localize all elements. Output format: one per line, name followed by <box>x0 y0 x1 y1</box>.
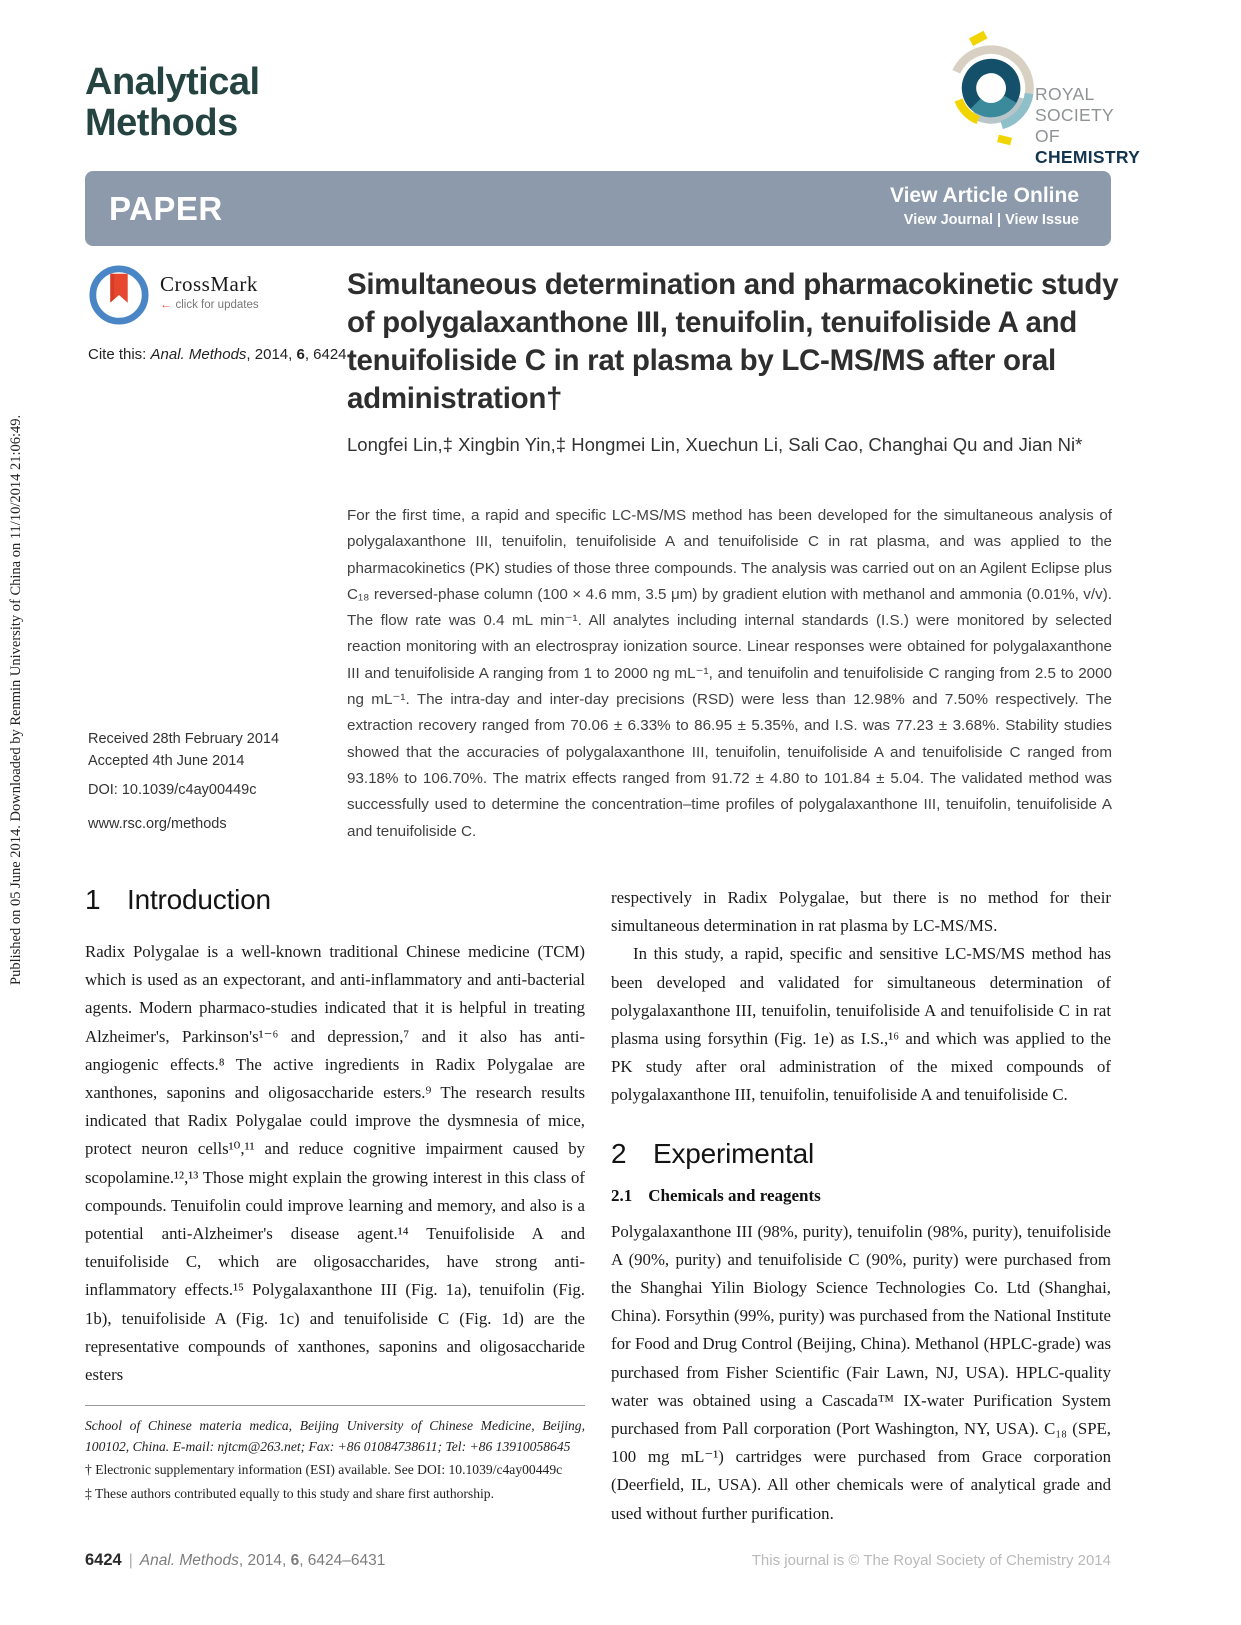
experimental-section-number: 2 <box>611 1137 627 1169</box>
banner-links <box>890 184 1079 228</box>
footer-citation <box>85 1551 385 1570</box>
crossmark-icon <box>88 264 150 326</box>
crossmark-name: CrossMark <box>160 272 258 296</box>
section-heading-experimental <box>611 1138 1111 1170</box>
chemicals-paragraph: Polygalaxanthone III (98%, purity), tenuifolin (98%, purity), tenuifoliside A (90%, purity) and tenuifoliside C (90%, purity) were purchased from the Shanghai Yilin Biology Science Technologies Co. Ltd (Shanghai, China). Forsythin (99%, purity) was purchased from the National Institute for Food and Drug Control (Beijing, China). Methanol (HPLC-grade) was purchased from Fisher Scientific (Fair Lawn, NJ, USA). HPLC-quality water was obtained using a Cascada™ IX-water Purification System purchased from Pall corporation (Port Washington, NY, USA). C₁₈ (SPE, 100 mg mL⁻¹) cartridges were purchased from Grace corporation (Deerfield, IL, USA). All other chemicals were of analytical grade and used without further purification. <box>611 1221 1111 1523</box>
crossmark-tagline <box>160 299 259 311</box>
rsc-logo-text-line-1: ROYAL SOCIETY <box>1035 84 1114 125</box>
cite-year: , 2014, <box>246 346 297 363</box>
chemicals-subsection-number: 2.1 <box>611 1185 633 1205</box>
subsection-heading-chemicals <box>611 1186 1111 1206</box>
experimental-section-title: Experimental <box>653 1137 815 1169</box>
article-authors: Longfei Lin,‡ Xingbin Yin,‡ Hongmei Lin, Xuechun Li, Sali Cao, Changhai Qu and Jian Ni* <box>347 434 1083 455</box>
section-heading-introduction <box>85 884 585 916</box>
right-column <box>611 884 1111 1528</box>
continuation-paragraph-2: In this study, a rapid, specific and sensitive LC-MS/MS method has been developed and validated for simultaneous determination of polygalaxanthone III, tenuifolin, tenuifoliside A and tenuifoliside C in rat plasma using forsythin (Fig. 1e) as I.S.,¹⁶ and which was applied to the PK study after oral administration of the mixed compounds of polygalaxanthone III, tenuifolin, tenuifoliside A and tenuifoliside C. <box>611 944 1111 1105</box>
view-article-online-link[interactable]: View Article Online <box>889 184 1079 207</box>
doi-text: DOI: 10.1039/c4ay00449c <box>88 782 257 798</box>
rsc-swirl-icon <box>945 28 1041 152</box>
affiliation-footnote: School of Chinese materia medica, Beijing University of Chinese Medicine, Beijing, 100102, China. E-mail: njtcm@263.net; Fax: +86 01084738611; Tel: +86 13910058645 <box>85 1418 585 1454</box>
received-date: Received 28th February 2014 <box>88 731 280 747</box>
footer-pages: , 6424–6431 <box>299 1552 386 1569</box>
rsc-website-link[interactable]: www.rsc.org/methods <box>88 816 227 832</box>
journal-logo-line-2: Methods <box>85 102 238 144</box>
sidebar-publication-note: Published on 05 June 2014. Downloaded by Renmin University of China on 11/10/2014 21:06:49. <box>8 414 24 985</box>
crossmark-tagline-text: click for updates <box>175 299 259 311</box>
chemicals-subsection-title: Chemicals and reagents <box>648 1185 821 1205</box>
left-column <box>85 884 585 1507</box>
article-title: Simultaneous determination and pharmacokinetic study of polygalaxanthone III, tenuifolin, tenuifoliside A and tenuifoliside C in rat plasma by LC-MS/MS after oral administration† <box>347 268 1119 415</box>
contribution-footnote: ‡ These authors contributed equally to this study and share first authorship. <box>85 1485 494 1501</box>
paper-banner <box>85 171 1111 246</box>
view-issue-link[interactable]: View Issue <box>1005 212 1079 228</box>
esi-footnote: † Electronic supplementary information (ESI) available. See DOI: 10.1039/c4ay00449c <box>85 1462 563 1478</box>
article-abstract: For the first time, a rapid and specific LC-MS/MS method has been developed for the simultaneous analysis of polygalaxanthone III, tenuifolin, tenuifoliside A and tenuifoliside C in rat plasma, and was applied to the pharmacokinetics (PK) studies of those three compounds. The analysis was carried out on an Agilent Eclipse plus C₁₈ reversed-phase column (100 × 4.6 mm, 3.5 μm) by gradient elution with methanol and ammonia (0.01%, v/v). The flow rate was 0.4 mL min⁻¹. All analytes including internal standards (I.S.) were monitored by selected reaction monitoring with an electrospray ionization source. Linear responses were obtained for polygalaxanthone III and tenuifoliside A ranging from 1 to 2000 ng mL⁻¹, and tenuifolin and tenuifoliside C ranging from 2.5 to 2000 ng mL⁻¹. The intra-day and inter-day precisions (RSD) were less than 12.98% and 7.50% respectively. The extraction recovery ranged from 70.06 ± 6.33% to 86.95 ± 5.35%, and I.S. was 77.23 ± 3.68%. Stability studies showed that the accuracies of polygalaxanthone III, tenuifolin, tenuifoliside A and tenuifoliside C ranged from 93.18% to 106.70%. The matrix effects ranged from 91.72 ± 4.80 to 101.84 ± 5.04. The validated method was successfully used to determine the concentration–time profiles of polygalaxanthone III, tenuifolin, tenuifoliside A and tenuifoliside C. <box>347 507 1112 840</box>
arrow-left-icon: ← <box>160 299 172 311</box>
introduction-section-number: 1 <box>85 884 101 915</box>
footnotes-block <box>85 1405 585 1504</box>
view-journal-link[interactable]: View Journal <box>903 212 993 228</box>
page-footer <box>85 1551 1111 1570</box>
publication-dates <box>88 728 279 772</box>
rsc-logo-text <box>1035 84 1155 168</box>
introduction-section-title: Introduction <box>127 884 271 915</box>
crossmark-text <box>160 264 259 326</box>
footer-separator: | <box>128 1552 133 1569</box>
continuation-paragraph-1: respectively in Radix Polygalae, but there is no method for their simultaneous determination in rat plasma by LC-MS/MS. <box>611 888 1111 936</box>
rsc-chemistry-text: CHEMISTRY <box>1035 147 1141 167</box>
footer-volume: 6 <box>290 1552 300 1569</box>
link-separator: | <box>992 212 1006 228</box>
article-type-label: PAPER <box>109 190 223 227</box>
footer-year: , 2014, <box>238 1552 291 1569</box>
view-journal-issue-links <box>890 212 1079 228</box>
cite-this-line <box>88 346 347 363</box>
introduction-paragraph: Radix Polygalae is a well-known traditional Chinese medicine (TCM) which is used as an expectorant, and anti-inflammatory and anti-bacterial agents. Modern pharmaco-studies indicated that it is helpful in treating Alzheimer's, Parkinson's¹⁻⁶ and depression,⁷ and it also has anti-angiogenic effects.⁸ The active ingredients in Radix Polygalae are xanthones, saponins and oligosaccharide esters.⁹ The research results indicated that Radix Polygalae could improve the dysmnesia of mice, protect neuron cells¹⁰,¹¹ and reduce cognitive impairment caused by scopolamine.¹²,¹³ Those might explain the growing interest in this class of compounds. Tenuifolin could improve learning and memory, and also is a potential anti-Alzheimer's disease agent.¹⁴ Tenuifoliside A and tenuifoliside C, which are oligosaccharides, have strong anti-inflammatory effects.¹⁵ Polygalaxanthone III (Fig. 1a), tenuifolin (Fig. 1b), tenuifoliside A (Fig. 1c) and tenuifoliside C (Fig. 1d) are the representative compounds of xanthones, saponins and oligosaccharide esters <box>85 942 585 1385</box>
journal-logo-line-1: Analytical <box>85 61 260 103</box>
journal-logo <box>85 62 260 144</box>
footer-copyright: This journal is © The Royal Society of Chemistry 2014 <box>751 1552 1111 1569</box>
footer-page-number: 6424 <box>85 1551 122 1569</box>
cite-pages: , 6424 <box>304 346 347 363</box>
footer-journal-name: Anal. Methods <box>139 1552 239 1569</box>
rsc-logo-text-line-2 <box>1035 126 1155 168</box>
rsc-of-text: OF <box>1035 126 1060 146</box>
crossmark-badge[interactable] <box>88 264 259 326</box>
cite-journal-name: Anal. Methods <box>150 346 247 363</box>
rsc-logo <box>945 26 1155 166</box>
cite-prefix: Cite this: <box>88 346 151 363</box>
cite-volume: 6 <box>296 346 305 363</box>
accepted-date: Accepted 4th June 2014 <box>88 753 245 769</box>
